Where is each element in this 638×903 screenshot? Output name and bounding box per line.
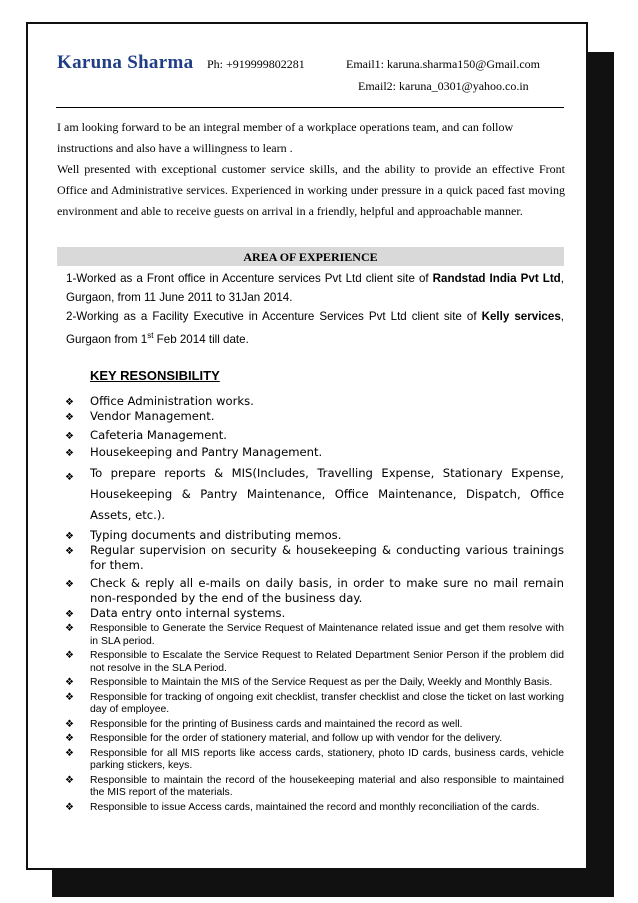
responsibility-item (64, 543, 564, 573)
responsibility-text: Responsible to maintain the record of the housekeeping material and also responsible to maintained the MIS report of the materials. (90, 774, 564, 798)
profile-summary (57, 117, 565, 222)
diamond-bullet-icon: ❖ (65, 472, 74, 483)
responsibility-item (64, 650, 564, 675)
diamond-bullet-icon: ❖ (65, 774, 74, 786)
candidate-name: Karuna Sharma (57, 52, 194, 73)
experience-item-2-location: , Gurgaon from 1 (66, 310, 564, 346)
responsibility-item (64, 733, 564, 746)
responsibility-item (64, 394, 564, 409)
diamond-bullet-icon: ❖ (65, 691, 74, 703)
diamond-bullet-icon: ❖ (65, 531, 74, 542)
diamond-bullet-icon: ❖ (65, 448, 74, 459)
diamond-bullet-icon: ❖ (65, 412, 74, 423)
resume-page (26, 22, 588, 870)
responsibility-text: Data entry onto internal systems. (90, 606, 286, 620)
responsibility-item (64, 606, 564, 621)
diamond-bullet-icon: ❖ (65, 431, 74, 442)
responsibility-text: Check & reply all e-mails on daily basis, in order to make sure no mail remain non-responded by the end of the business day. (90, 576, 564, 605)
responsibility-text: Responsible for the printing of Business cards and maintained the record as well. (90, 718, 463, 730)
responsibility-text: Responsible to Escalate the Service Request to Related Department Senior Person if the problem did not resolve in the SLA Period. (90, 650, 564, 674)
section-heading-experience: AREA OF EXPERIENCE (57, 247, 564, 266)
responsibility-text: Responsible to issue Access cards, maintained the record and monthly reconciliation of the cards. (90, 801, 540, 813)
responsibility-text: Responsible for the order of stationery material, and follow up with vendor for the delivery. (90, 733, 503, 744)
header-divider (56, 107, 564, 108)
responsibility-item (64, 428, 564, 443)
responsibility-item (64, 409, 564, 424)
responsibility-item (64, 445, 564, 460)
experience-item-1-dates: , Gurgaon, from 11 June 2011 to 31Jan 2014. (66, 272, 564, 304)
ordinal-suffix: st (147, 331, 154, 340)
responsibility-text: Responsible for all MIS reports like access cards, stationery, photo ID cards, business cards, vehicle parking stickers, keys. (90, 747, 564, 771)
diamond-bullet-icon: ❖ (65, 546, 74, 557)
diamond-bullet-icon: ❖ (65, 801, 74, 813)
employer-client-1: Randstad India Pvt Ltd (432, 272, 561, 285)
responsibility-item (64, 719, 564, 732)
diamond-bullet-icon: ❖ (65, 579, 74, 590)
diamond-bullet-icon: ❖ (65, 609, 74, 620)
diamond-bullet-icon: ❖ (65, 397, 74, 408)
summary-line-2: instructions and also have a willingness to learn . (57, 141, 293, 155)
responsibility-text: Housekeeping and Pantry Management. (90, 445, 323, 459)
experience-item-2 (66, 307, 564, 349)
responsibility-item (64, 802, 564, 815)
diamond-bullet-icon: ❖ (65, 677, 74, 688)
phone-number: Ph: +919999802281 (207, 57, 305, 71)
diamond-bullet-icon: ❖ (65, 650, 74, 661)
email-secondary: Email2: karuna_0301@yahoo.co.in (358, 79, 529, 93)
responsibility-item (64, 576, 564, 606)
responsibility-text: Responsible to Maintain the MIS of the Service Request as per the Daily, Weekly and Monthly Basis. (90, 677, 553, 688)
responsibility-item (64, 677, 564, 690)
responsibility-text: Typing documents and distributing memos. (90, 528, 342, 542)
summary-line-1: I am looking forward to be an integral member of a workplace operations team, and can follow (57, 120, 514, 134)
key-responsibility-heading: KEY RESONSIBILITY (90, 368, 220, 383)
responsibility-text: To prepare reports & MIS(Includes, Travelling Expense, Stationary Expense, Housekeeping & Pantry Maintenance, Office Maintenance, Dispatch, Office Assets, etc.). (90, 466, 564, 522)
responsibility-item (64, 463, 564, 526)
experience-item-2-text: 2-Working as a Facility Executive in Accenture Services Pvt Ltd client site of (66, 310, 482, 323)
diamond-bullet-icon: ❖ (65, 623, 74, 634)
responsibility-text: Regular supervision on security & housekeeping & conducting various trainings for them. (90, 543, 564, 572)
responsibility-text: Responsible to Generate the Service Request of Maintenance related issue and get them resolve with in SLA period. (90, 623, 564, 647)
experience-item-2-dates: Feb 2014 till date. (153, 332, 249, 346)
responsibility-item (64, 692, 564, 717)
responsibility-item (64, 748, 564, 773)
summary-paragraph: Well presented with exceptional customer service skills, and the ability to provide an effective Front Office and Administrative services. Experienced in working under pressure in a quick paced fast moving environment and able to receive guests on arrival in a friendly, helpful and approachable manner. (57, 162, 565, 218)
responsibility-text: Office Administration works. (90, 394, 254, 408)
experience-item-1 (66, 269, 564, 307)
responsibility-item (64, 775, 564, 800)
diamond-bullet-icon: ❖ (65, 747, 74, 759)
employer-client-2: Kelly services (481, 310, 561, 323)
experience-item-1-text: 1-Worked as a Front office in Accenture services Pvt Ltd client site of (66, 272, 433, 285)
responsibility-text: Responsible for tracking of ongoing exit checklist, transfer checklist and close the ticket on last working day of employee. (90, 691, 564, 715)
diamond-bullet-icon: ❖ (65, 733, 74, 744)
email-primary: Email1: karuna.sharma150@Gmail.com (346, 57, 540, 71)
responsibility-text: Cafeteria Management. (90, 428, 227, 442)
responsibility-item (64, 623, 564, 648)
responsibility-item (64, 528, 564, 543)
experience-list (66, 269, 564, 349)
responsibility-text: Vendor Management. (90, 409, 215, 423)
diamond-bullet-icon: ❖ (65, 718, 74, 730)
responsibility-list (64, 394, 564, 814)
